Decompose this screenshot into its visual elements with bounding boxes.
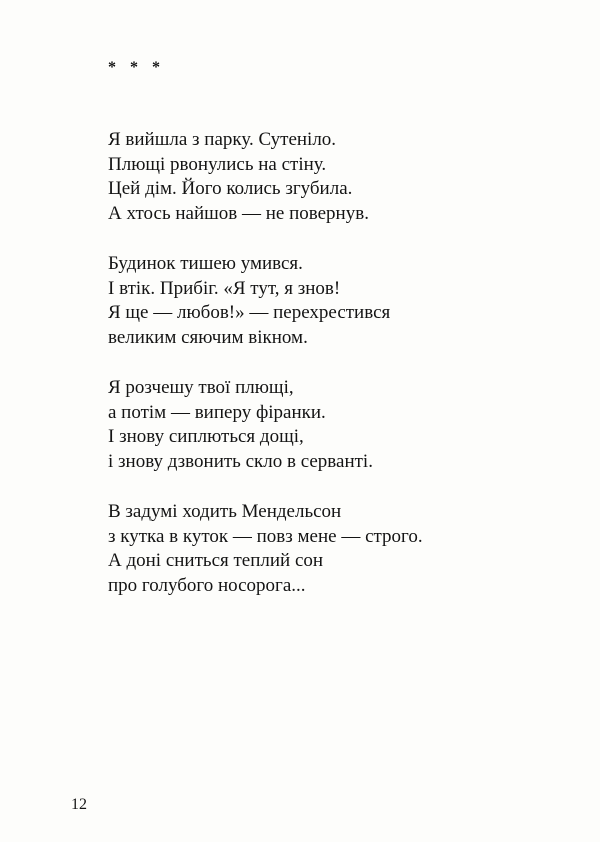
poem-line: Плющі рвонулись на стіну. <box>108 153 327 175</box>
poem-line: і знову дзвонить скло в серванті. <box>108 450 373 472</box>
page-number: 12 <box>71 796 87 813</box>
poem-line: Цей дім. Його колись згубила. <box>108 178 353 199</box>
poem-line: Будинок тишею умився. <box>108 253 303 274</box>
poem-line: Я розчешу твої плющі, <box>108 377 294 398</box>
poem-line: про голубого носорога... <box>108 574 306 596</box>
stanza-2 <box>108 252 548 350</box>
poem-line: І втік. Прибіг. «Я тут, я знов! <box>108 277 341 299</box>
poem-line: а потім — виперу фіранки. <box>108 401 326 423</box>
poem <box>108 128 548 624</box>
poem-line: з кутка в куток — повз мене — строго. <box>108 525 423 547</box>
stanza-3 <box>108 376 548 474</box>
section-separator: * * * <box>108 59 165 76</box>
poem-line: А хтось найшов — не повернув. <box>108 202 369 224</box>
poem-line: великим сяючим вікном. <box>108 326 308 348</box>
poem-line: І знову сиплються дощі, <box>108 426 304 447</box>
stanza-1 <box>108 128 548 226</box>
poem-line: Я ще — любов!» — перехрестився <box>108 302 391 323</box>
poem-line: В задумі ходить Мендельсон <box>108 501 342 522</box>
stanza-4 <box>108 500 548 598</box>
poem-line: А доні сниться теплий сон <box>108 550 324 571</box>
poem-line: Я вийшла з парку. Сутеніло. <box>108 129 337 150</box>
